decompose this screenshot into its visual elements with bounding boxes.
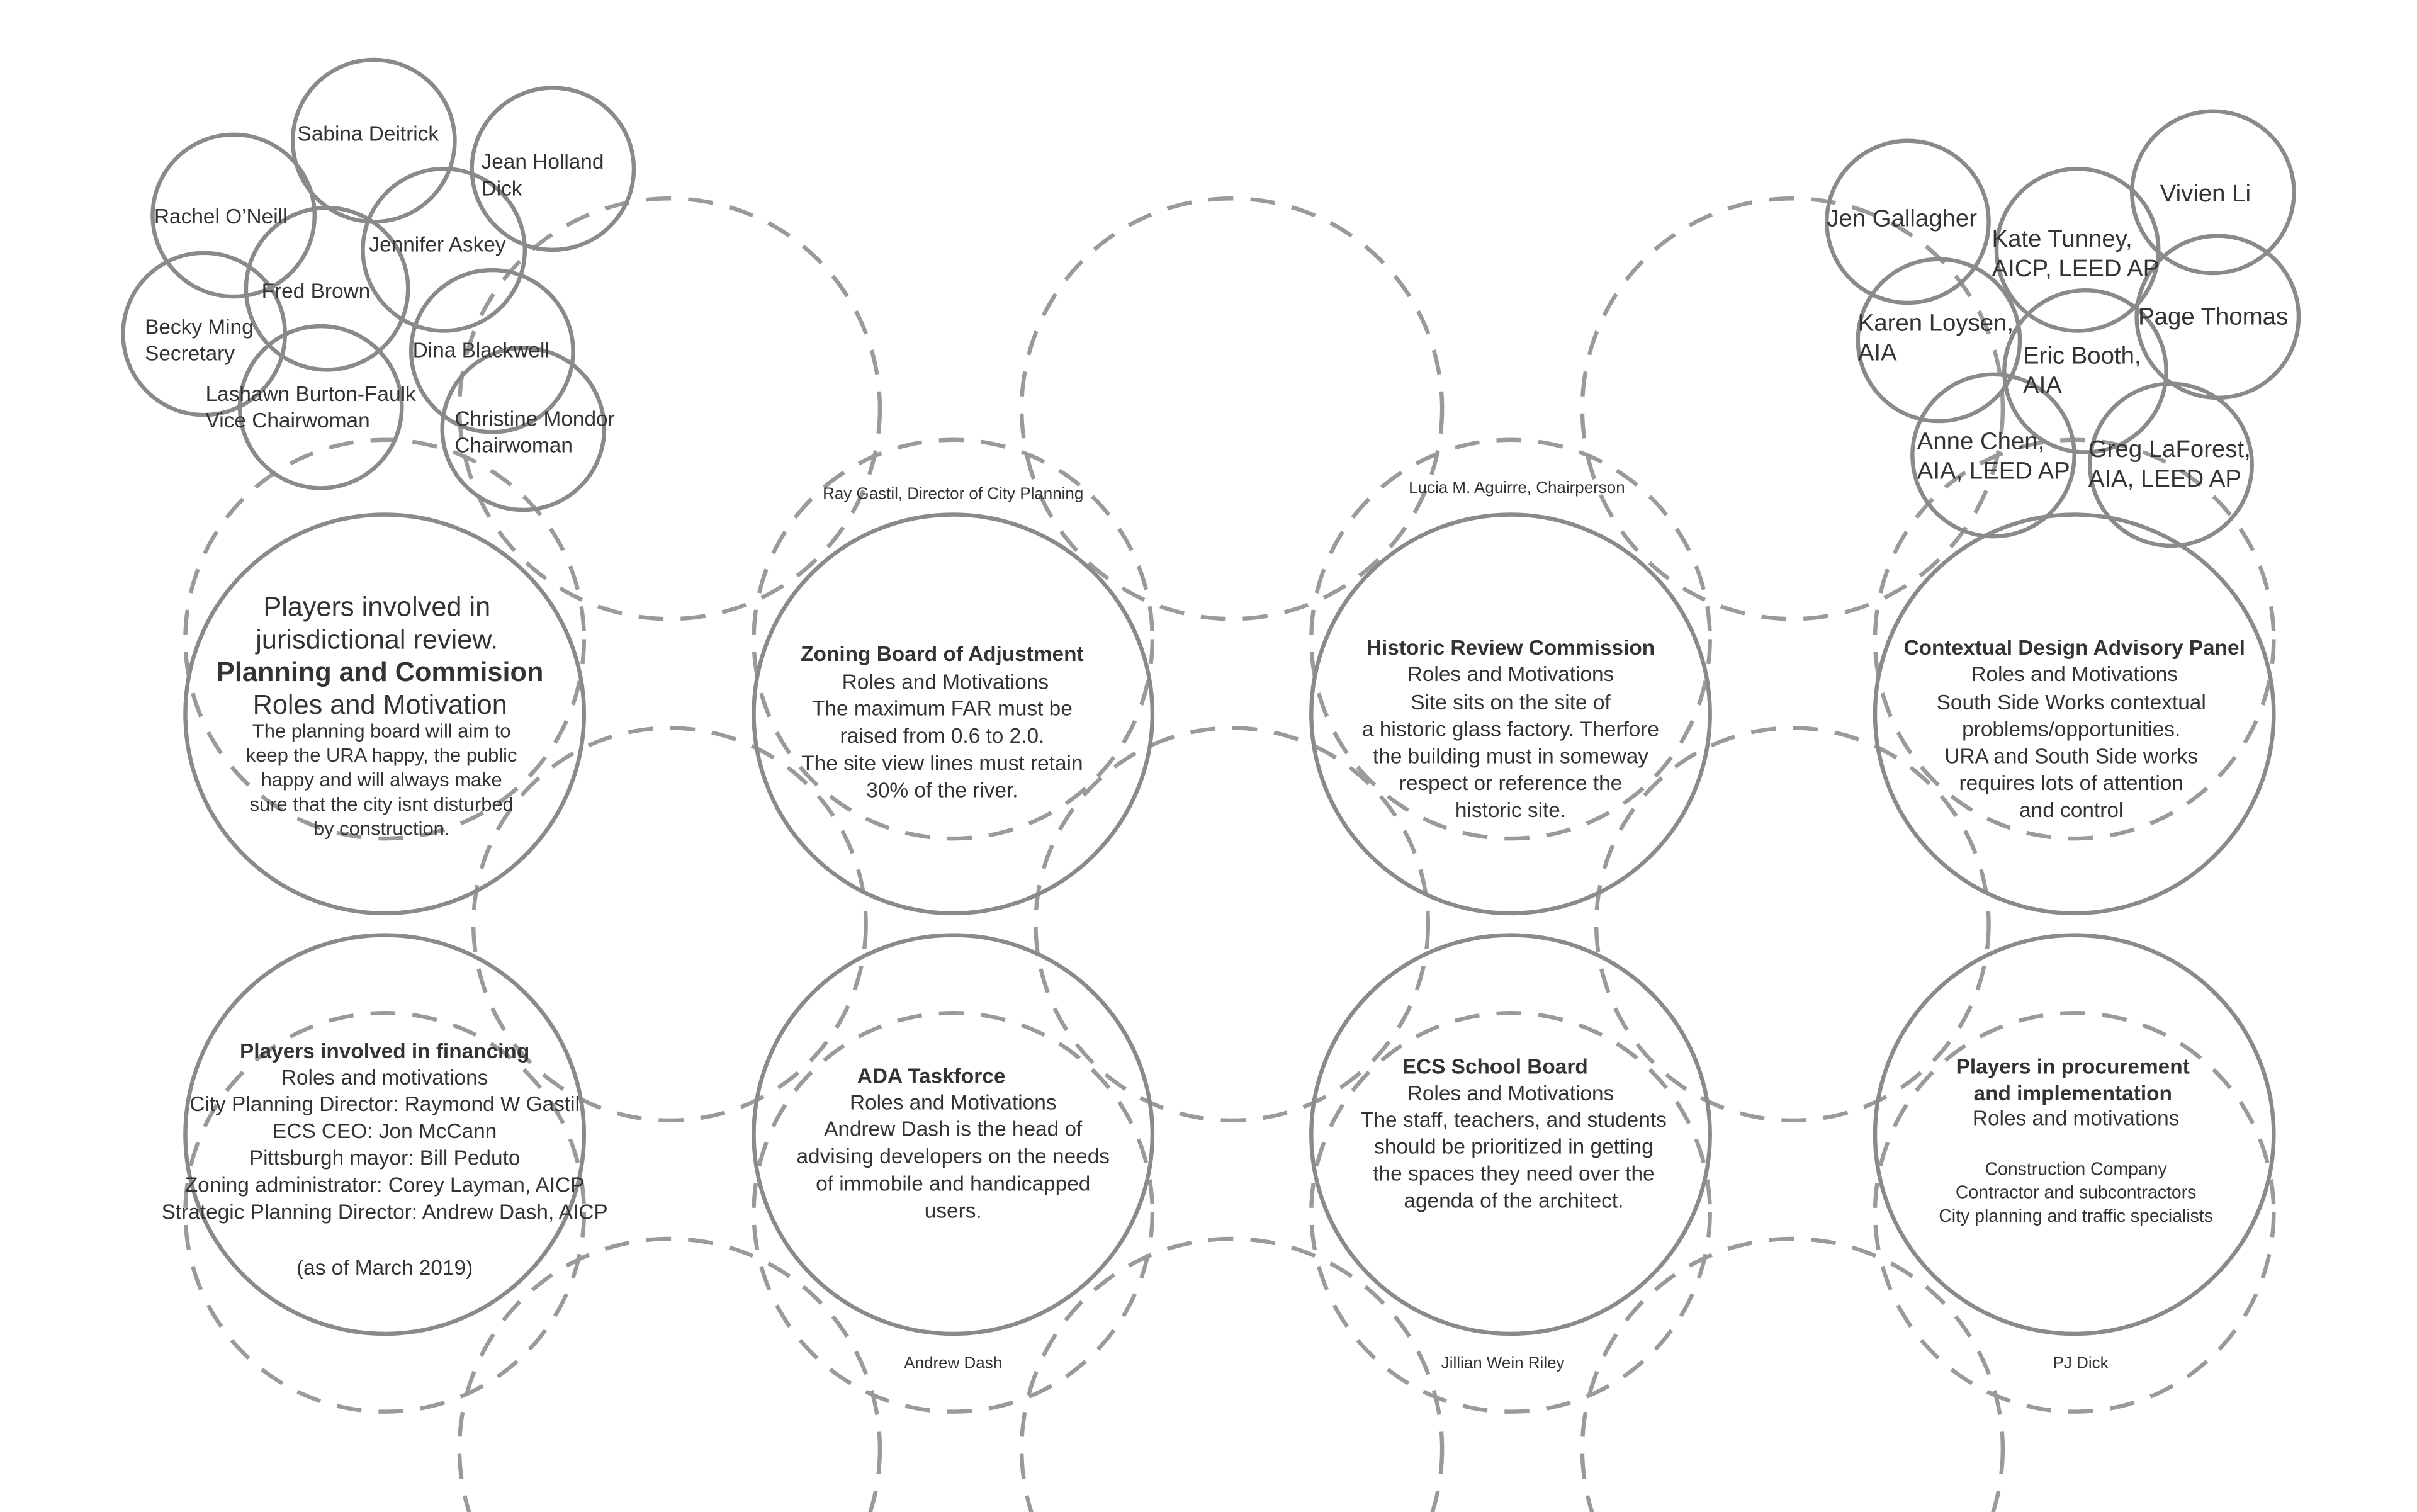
member-dina-blackwell	[413, 339, 549, 363]
member-becky-ming-secretary-line: Becky Ming	[145, 315, 254, 339]
member-vivien-li	[2160, 180, 2251, 207]
planning-body-line: The planning board will aim to	[252, 719, 511, 742]
chair-labels	[823, 478, 2109, 1372]
member-fred-brown	[262, 280, 371, 303]
planning-board-text	[217, 592, 543, 839]
financing-board-text	[162, 1040, 608, 1280]
contextual-body-line: URA and South Side works	[1944, 745, 2199, 769]
member-page-thomas	[2138, 303, 2288, 330]
member-eric-booth-line: Eric Booth,	[2023, 342, 2141, 370]
procurement-title	[1956, 1056, 2190, 1105]
historic-subtitle: Roles and Motivations	[1407, 663, 1614, 687]
historic-body	[1362, 691, 1659, 822]
planning-intro	[254, 592, 498, 655]
member-greg-laforest-line: AIA, LEED AP	[2088, 465, 2241, 492]
member-fred-brown-line: Fred Brown	[261, 279, 371, 303]
member-eric-booth-line: AIA	[2023, 371, 2062, 399]
procurement-body-line: City planning and traffic specialists	[1939, 1205, 2214, 1226]
contextual-body-line: South Side Works contextual	[1936, 691, 2206, 714]
chair-ecs: Jillian Wein Riley	[1441, 1353, 1565, 1372]
planning-body	[246, 719, 517, 839]
member-greg-laforest	[2088, 436, 2251, 492]
historic-body-line: the building must in someway	[1372, 745, 1649, 769]
ada-subtitle: Roles and Motivations	[849, 1091, 1057, 1115]
planning-intro-line: jurisdictional review.	[256, 624, 499, 655]
member-dina-blackwell-line: Dina Blackwell	[412, 339, 549, 363]
planning-subtitle: Roles and Motivation	[252, 690, 507, 721]
dash-circle-connector-bottom-2	[1022, 1239, 1442, 1512]
ada-body	[796, 1118, 1110, 1223]
procurement-subtitle: Roles and motivations	[1972, 1107, 2180, 1131]
member-karen-loysen	[1858, 310, 2014, 366]
procurement-title-line: and implementation	[1973, 1081, 2172, 1105]
financing-body	[162, 1093, 608, 1224]
financing-title: Players involved in financing	[240, 1039, 530, 1063]
chair-historic: Lucia M. Aguirre, Chairperson	[1409, 477, 1625, 497]
financing-body-line: ECS CEO: Jon McCann	[272, 1119, 497, 1143]
member-kate-tunney-line: AICP, LEED AP	[1992, 254, 2160, 282]
member-page-thomas-line: Page Thomas	[2138, 303, 2289, 330]
ecs-subtitle: Roles and Motivations	[1407, 1081, 1614, 1105]
member-eric-booth	[2023, 342, 2141, 398]
member-vivien-li-line: Vivien Li	[2160, 180, 2251, 208]
financing-subtitle: Roles and motivations	[281, 1066, 488, 1090]
financing-body-line: Pittsburgh mayor: Bill Peduto	[249, 1146, 521, 1170]
member-jean-holland-dick-line: Jean Holland	[481, 150, 604, 174]
planning-body-line: keep the URA happy, the public	[245, 744, 517, 767]
contextual-board-text	[1903, 636, 2245, 822]
historic-body-line: a historic glass factory. Therfore	[1362, 718, 1659, 742]
member-karen-loysen-line: AIA	[1857, 339, 1897, 366]
member-kate-tunney	[1992, 225, 2160, 282]
ecs-body	[1361, 1109, 1667, 1212]
historic-board-text	[1362, 636, 1659, 822]
zoning-subtitle: Roles and Motivations	[842, 670, 1049, 694]
ada-board-text	[796, 1065, 1110, 1223]
ecs-title: ECS School Board	[1402, 1055, 1588, 1079]
chair-zoning: Ray Gastil, Director of City Planning	[823, 483, 1084, 503]
planning-body-line: happy and will always make	[261, 768, 502, 791]
member-jen-gallagher	[1827, 205, 1977, 232]
member-rachel-oneill-line: Rachel O’Neill	[154, 205, 288, 228]
zoning-board-text	[801, 643, 1084, 802]
member-lashawn-burton-faulk-vice-chairwoman-line: Lashawn Burton-Faulk	[205, 382, 416, 406]
ecs-board-text	[1361, 1056, 1667, 1213]
member-jen-gallagher-line: Jen Gallagher	[1827, 205, 1978, 232]
dash-circle-connector-top-3	[1582, 198, 2003, 619]
member-anne-chen-line: AIA, LEED AP	[1917, 457, 2070, 485]
ecs-circle	[1311, 935, 1710, 1334]
member-jean-holland-dick	[482, 150, 604, 200]
member-sabina-deitrick-line: Sabina Deitrick	[297, 122, 439, 146]
member-jennifer-askey-line: Jennifer Askey	[369, 233, 506, 257]
historic-body-line: historic site.	[1455, 798, 1567, 822]
procurement-title-line: Players in procurement	[1956, 1055, 2190, 1079]
dashed-link-circles	[185, 198, 2273, 1512]
member-jean-holland-dick-line: Dick	[481, 177, 522, 201]
member-christine-mondor-chairwoman-line: Christine Mondor	[454, 407, 615, 431]
member-circle-lashawn-burton-faulk	[240, 326, 402, 488]
procurement-circle	[1875, 935, 2273, 1334]
zoning-body-line: The site view lines must retain	[801, 752, 1083, 776]
ada-body-line: Andrew Dash is the head of	[824, 1117, 1083, 1141]
procurement-body-line: Contractor and subcontractors	[1955, 1182, 2197, 1203]
planning-intro-line: Players involved in	[263, 592, 491, 623]
contextual-body-line: requires lots of attention	[1959, 772, 2183, 796]
ecs-body-line: should be prioritized in getting	[1374, 1135, 1654, 1159]
dash-circle-connector-mid-1	[473, 728, 866, 1120]
financing-body-line: City Planning Director: Raymond W Gastil	[189, 1093, 580, 1117]
ada-body-line: of immobile and handicapped	[816, 1172, 1091, 1196]
zoning-body-line: raised from 0.6 to 2.0.	[840, 724, 1045, 748]
zoning-body-line: 30% of the river.	[866, 779, 1018, 803]
contextual-body-line: problems/opportunities.	[1962, 718, 2181, 742]
financing-body-line: Zoning administrator: Corey Layman, AICP	[184, 1173, 585, 1197]
member-becky-ming-secretary	[145, 315, 254, 365]
ada-title: ADA Taskforce	[857, 1064, 1006, 1088]
member-christine-mondor-chairwoman-line: Chairwoman	[454, 434, 573, 458]
dash-circle-connector-top-2	[1022, 198, 1442, 619]
member-greg-laforest-line: Greg LaForest,	[2088, 435, 2251, 463]
financing-body-line: Strategic Planning Director: Andrew Dash, AICP	[161, 1200, 608, 1224]
member-sabina-deitrick	[298, 123, 439, 146]
member-jennifer-askey	[369, 233, 505, 256]
contextual-subtitle: Roles and Motivations	[1971, 663, 2178, 687]
contextual-body-line: and control	[2019, 798, 2124, 822]
ada-body-line: advising developers on the needs	[796, 1145, 1110, 1169]
dash-circle-connector-mid-3	[1596, 728, 1989, 1120]
member-karen-loysen-line: Karen Loysen,	[1857, 309, 2014, 337]
zoning-title: Zoning Board of Adjustment	[801, 643, 1084, 667]
ecs-body-line: the spaces they need over the	[1373, 1162, 1655, 1186]
ecs-body-line: agenda of the architect.	[1404, 1189, 1624, 1213]
member-becky-ming-secretary-line: Secretary	[145, 342, 235, 366]
member-kate-tunney-line: Kate Tunney,	[1992, 225, 2132, 252]
financing-note: (as of March 2019)	[296, 1256, 473, 1280]
procurement-body	[1939, 1159, 2213, 1226]
historic-body-line: Site sits on the site of	[1411, 691, 1611, 714]
member-anne-chen-line: Anne Chen,	[1917, 427, 2045, 455]
planning-title: Planning and Commision	[217, 657, 544, 688]
zoning-body	[801, 697, 1083, 803]
procurement-body-line: Construction Company	[1985, 1159, 2167, 1180]
contextual-title: Contextual Design Advisory Panel	[1903, 636, 2245, 660]
chair-procurement: PJ Dick	[2053, 1353, 2109, 1372]
chair-ada: Andrew Dash	[904, 1353, 1003, 1372]
member-rachel-oneill	[154, 205, 288, 228]
dash-circle-connector-mid-2	[1035, 728, 1428, 1120]
procurement-board-text	[1939, 1056, 2213, 1226]
ada-body-line: users.	[924, 1199, 982, 1223]
planning-body-line: sure that the city isnt disturbed	[249, 793, 514, 815]
planning-body-line: by construction.	[313, 817, 450, 840]
ecs-body-line: The staff, teachers, and students	[1361, 1108, 1667, 1132]
zoning-body-line: The maximum FAR must be	[812, 697, 1073, 721]
member-lashawn-burton-faulk-vice-chairwoman-line: Vice Chairwoman	[205, 409, 370, 432]
historic-title: Historic Review Commission	[1366, 636, 1655, 660]
historic-body-line: respect or reference the	[1399, 772, 1623, 796]
contextual-body	[1937, 691, 2206, 822]
